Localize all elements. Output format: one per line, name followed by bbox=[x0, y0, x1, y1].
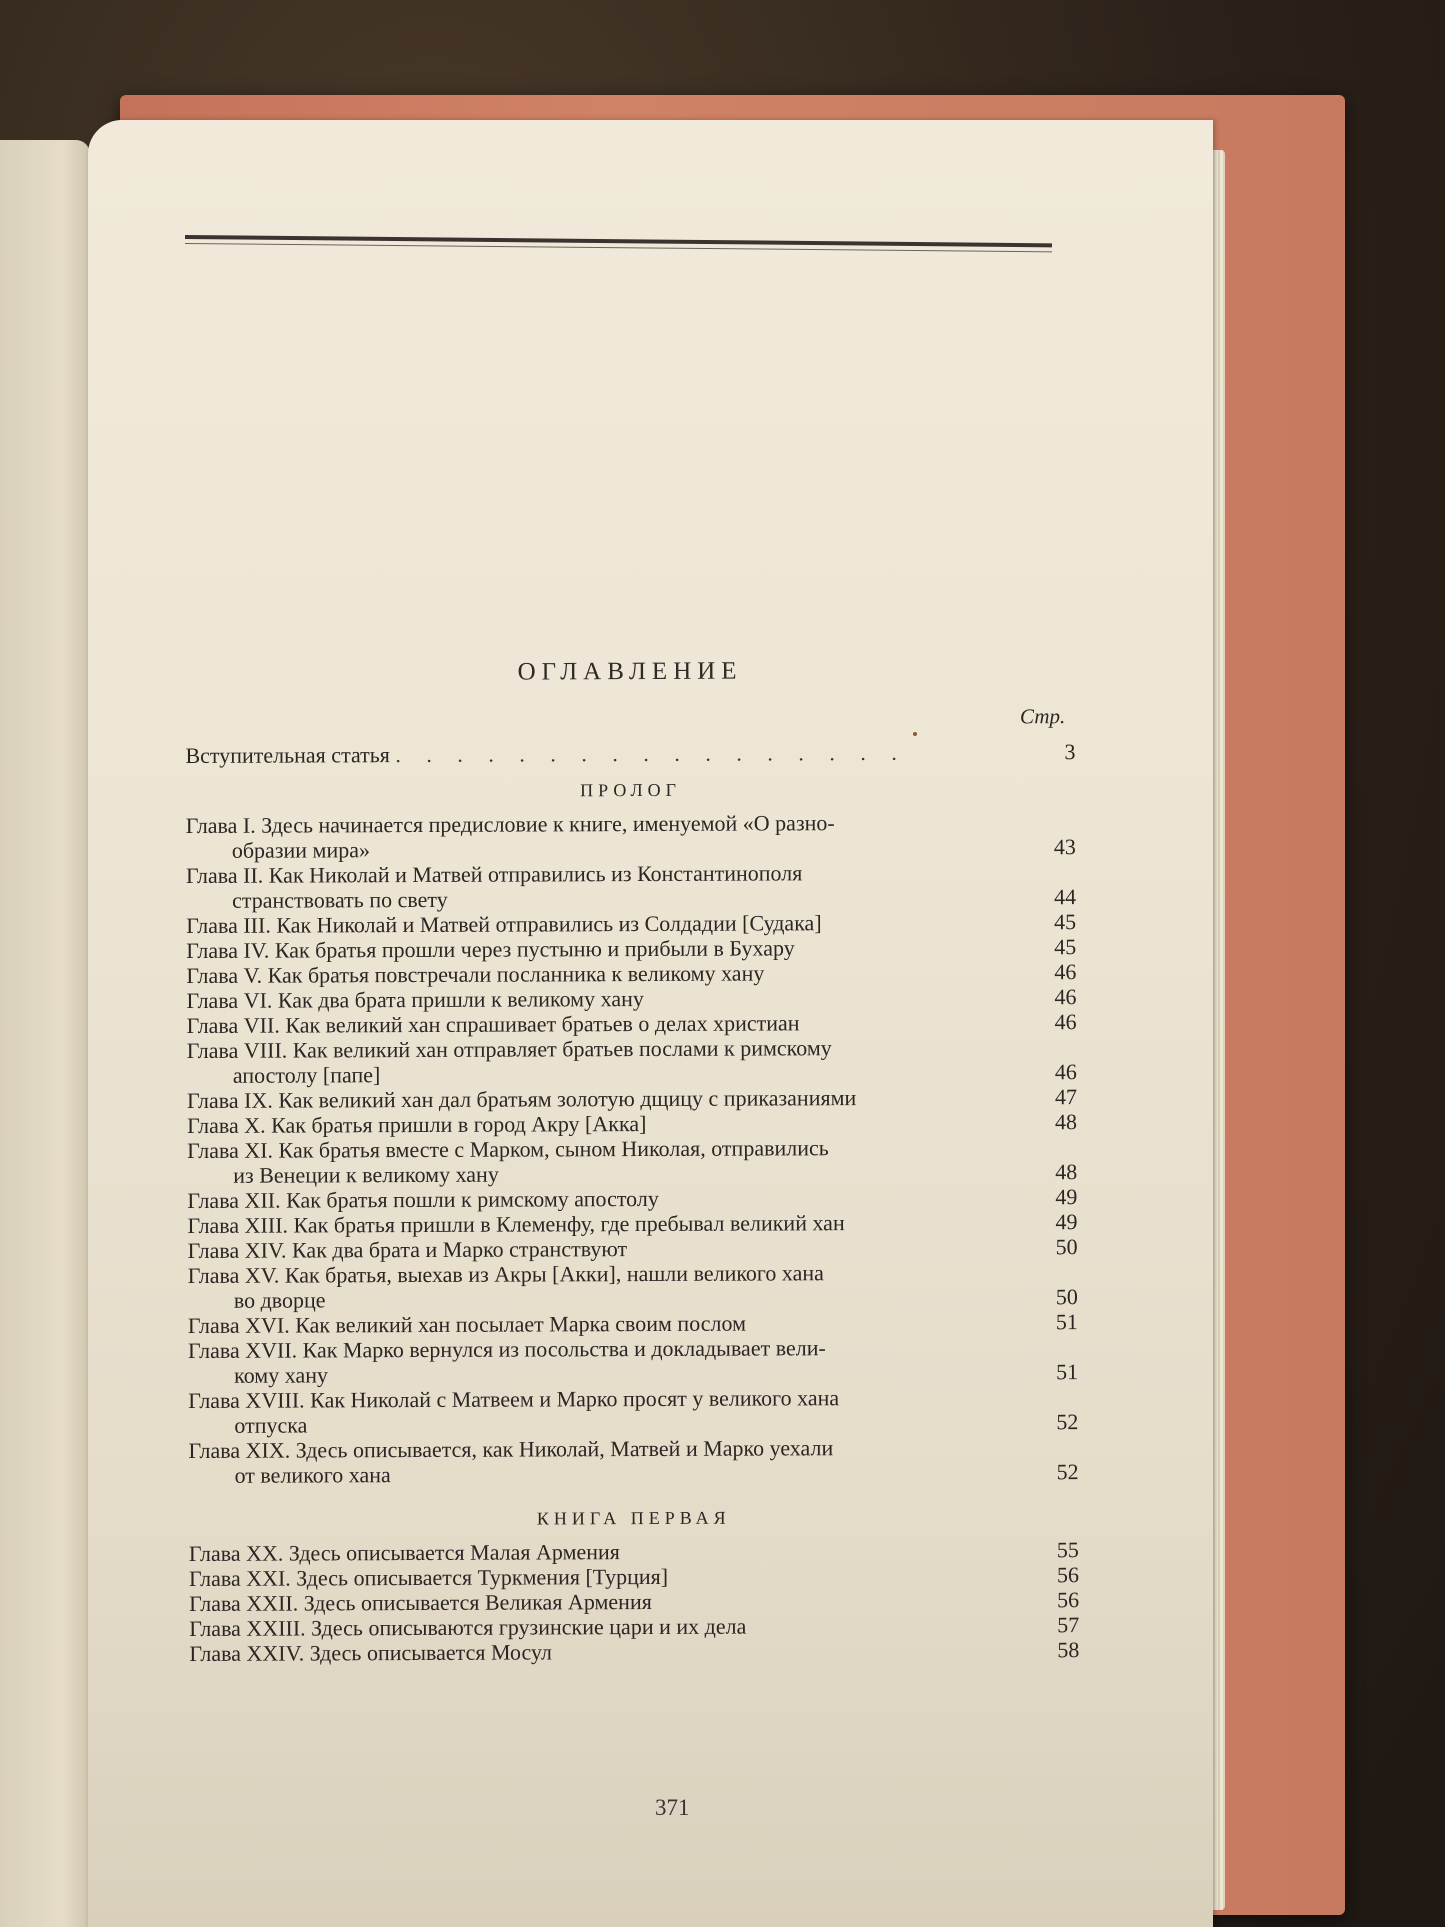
toc-entry-line bbox=[186, 834, 1076, 863]
toc-entry-line bbox=[187, 1109, 1077, 1138]
entry-page: 48 bbox=[1054, 1109, 1078, 1135]
toc-entry-line bbox=[187, 1209, 1077, 1238]
toc-entry-line bbox=[188, 1259, 1078, 1288]
entry-page: 48 bbox=[1055, 1159, 1078, 1185]
entry-page: 46 bbox=[1054, 1009, 1077, 1035]
toc-entry-line bbox=[189, 1562, 1079, 1591]
entry-text: Глава XVI. Как великий хан посылает Марка своим послом bbox=[187, 1310, 747, 1338]
entry-text: Глава XXII. Здесь описывается Великая Армения bbox=[189, 1588, 652, 1616]
entry-page: 56 bbox=[1056, 1562, 1080, 1588]
section-heading-prologue: ПРОЛОГ bbox=[580, 779, 682, 801]
left-page-edge bbox=[0, 140, 90, 1927]
toc-entry-line bbox=[189, 1537, 1079, 1566]
entry-page: 58 bbox=[1057, 1637, 1080, 1663]
toc-entry-line bbox=[188, 1334, 1078, 1363]
entry-text: Глава XXIII. Здесь описываются грузинские цари и их дела bbox=[189, 1613, 747, 1641]
toc-entry-line bbox=[187, 1034, 1077, 1063]
toc-entry-line bbox=[189, 1612, 1079, 1641]
entry-page: 55 bbox=[1056, 1537, 1079, 1563]
entry-text: Глава II. Как Николай и Матвей отправились из Константинополя bbox=[185, 860, 803, 888]
entry-text: Глава XI. Как братья вместе с Марком, сыном Николая, отправились bbox=[187, 1135, 829, 1163]
entry-page: 45 bbox=[1054, 934, 1077, 960]
entry-text: Глава I. Здесь начинается предисловие к книге, именуемой «О разно- bbox=[185, 810, 835, 838]
entry-text: Глава XXIV. Здесь описывается Мосул bbox=[189, 1639, 553, 1666]
toc-entry-line bbox=[188, 1384, 1078, 1413]
toc-entry-line bbox=[186, 934, 1076, 963]
table-of-contents bbox=[185, 656, 1079, 1666]
toc-entry-line bbox=[189, 1459, 1079, 1488]
toc-entry-line bbox=[187, 1134, 1077, 1163]
toc-entry-line bbox=[187, 1159, 1077, 1188]
entry-text: образии мира» bbox=[231, 837, 371, 863]
entry-text: кому хану bbox=[234, 1362, 329, 1388]
entry-text: из Венеции к великому хану bbox=[233, 1161, 499, 1188]
toc-entry-line bbox=[188, 1309, 1078, 1338]
toc-entry-line bbox=[189, 1637, 1079, 1666]
entry-title: Вступительная статья . . . . . . . . . . . . . . . . . bbox=[185, 739, 907, 768]
entry-page: 46 bbox=[1054, 959, 1077, 985]
toc-entry-line bbox=[188, 1359, 1078, 1388]
toc-entry-line bbox=[188, 1409, 1078, 1438]
toc-entry-line bbox=[186, 884, 1076, 913]
toc-entry-line bbox=[188, 1284, 1078, 1313]
toc-entry-line bbox=[188, 1434, 1078, 1463]
toc-entry-line bbox=[187, 1084, 1077, 1113]
toc-entry-line bbox=[187, 1184, 1077, 1213]
entry-text: Глава X. Как братья пришли в город Акру [Акка] bbox=[186, 1110, 647, 1138]
entry-text: Глава VI. Как два брата пришли к великому хану bbox=[186, 986, 644, 1013]
entry-page: 47 bbox=[1054, 1084, 1077, 1110]
entry-text: Глава XIV. Как два брата и Марко странствуют bbox=[187, 1236, 628, 1263]
entry-text: от великого хана bbox=[234, 1462, 391, 1488]
toc-entry-line bbox=[186, 959, 1076, 988]
entry-page: 57 bbox=[1057, 1612, 1080, 1638]
entry-text: странствовать по свету bbox=[231, 886, 448, 913]
entry-text: Глава XX. Здесь описывается Малая Армения bbox=[188, 1539, 620, 1566]
toc-entry-line bbox=[189, 1587, 1079, 1616]
entry-text: Глава VII. Как великий хан спрашивает братьев о делах христиан bbox=[186, 1010, 800, 1038]
entry-text: Глава VIII. Как великий хан отправляет братьев послами к римскому bbox=[186, 1035, 832, 1063]
page-column-label: Стр. bbox=[1019, 704, 1066, 729]
section-heading-book1: КНИГА ПЕРВАЯ bbox=[536, 1507, 731, 1529]
entry-text: Глава XXI. Здесь описывается Туркмения [Турция] bbox=[188, 1563, 669, 1591]
toc-entry-line bbox=[186, 984, 1076, 1013]
entry-text: Глава XIII. Как братья пришли в Клеменфу, где пребывал великий хан bbox=[187, 1210, 845, 1238]
entry-page: 49 bbox=[1055, 1209, 1078, 1235]
entry-text: апостолу [папе] bbox=[232, 1062, 381, 1088]
entry-text: Глава IV. Как братья прошли через пустыню и прибыли в Бухару bbox=[186, 935, 795, 963]
entry-page: 50 bbox=[1055, 1234, 1078, 1260]
entry-page: 52 bbox=[1056, 1459, 1079, 1485]
entry-page: 3 bbox=[1064, 739, 1076, 765]
entry-text: Глава XV. Как братья, выехав из Акры [Акки], нашли великого хана bbox=[187, 1260, 824, 1288]
entry-page: 46 bbox=[1054, 984, 1077, 1010]
toc-entry-intro bbox=[185, 739, 1075, 768]
entry-text: отпуска bbox=[234, 1412, 308, 1438]
entry-text: Глава IX. Как великий хан дал братьям золотую дщицу с приказаниями bbox=[186, 1085, 857, 1113]
entry-page: 45 bbox=[1054, 909, 1077, 935]
entry-page: 56 bbox=[1057, 1587, 1080, 1613]
entry-text: Глава XIX. Здесь описывается, как Николай, Матвей и Марко уехали bbox=[188, 1435, 834, 1463]
entry-page: 51 bbox=[1056, 1359, 1079, 1385]
toc-entry-line bbox=[187, 1009, 1077, 1038]
prologue-list bbox=[186, 809, 1079, 1488]
toc-entry-line bbox=[186, 859, 1076, 888]
entry-text: во дворце bbox=[233, 1287, 326, 1313]
entry-text: Глава XVII. Как Марко вернулся из посольства и докладывает вели- bbox=[187, 1335, 826, 1363]
entry-page: 50 bbox=[1055, 1284, 1078, 1310]
entry-page: 52 bbox=[1056, 1409, 1079, 1435]
toc-entry-line bbox=[186, 909, 1076, 938]
toc-heading: ОГЛАВЛЕНИЕ bbox=[517, 657, 743, 686]
toc-entry-line bbox=[188, 1234, 1078, 1263]
entry-page: 44 bbox=[1053, 884, 1077, 910]
toc-entry-line bbox=[187, 1059, 1077, 1088]
entry-text: Глава XII. Как братья пошли к римскому апостолу bbox=[187, 1185, 659, 1213]
entry-page: 43 bbox=[1053, 834, 1076, 860]
toc-entry-line bbox=[186, 809, 1076, 838]
entry-text: Глава XVIII. Как Николай с Матвеем и Марко просят у великого хана bbox=[188, 1385, 840, 1413]
page-number: 371 bbox=[655, 1795, 690, 1820]
entry-page: 46 bbox=[1054, 1059, 1077, 1085]
entry-text: Глава III. Как Николай и Матвей отправились из Солдадии [Судака] bbox=[186, 910, 822, 938]
entry-page: 49 bbox=[1055, 1184, 1078, 1210]
book1-list bbox=[189, 1537, 1080, 1666]
entry-page: 51 bbox=[1055, 1309, 1078, 1335]
entry-text: Глава V. Как братья повстречали посланника к великому хану bbox=[186, 960, 765, 988]
